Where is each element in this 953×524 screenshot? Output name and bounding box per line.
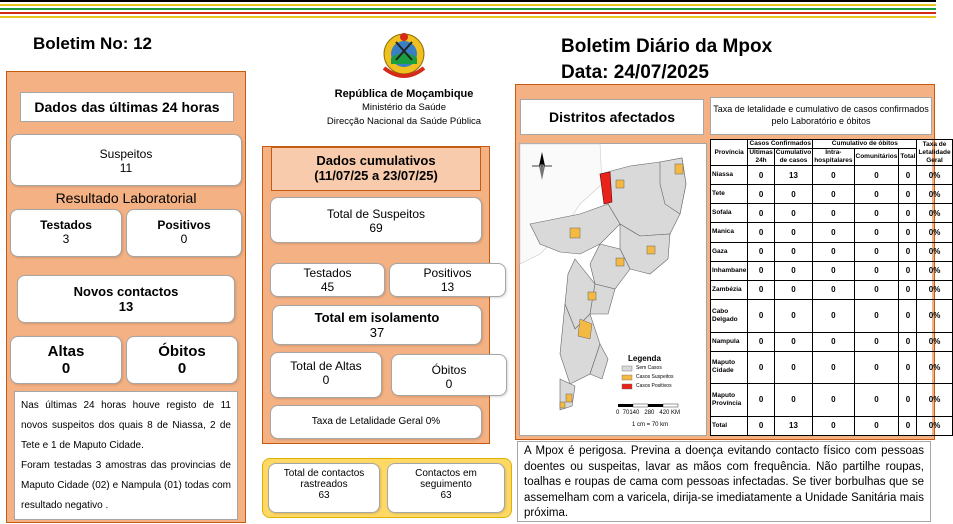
cell-intra: 0 xyxy=(813,166,854,185)
cell-cum: 0 xyxy=(774,299,812,332)
contacts-value: 13 xyxy=(118,299,134,314)
cell-rate: 0% xyxy=(917,280,952,299)
last24-heading: Dados das últimas 24 horas xyxy=(20,92,234,122)
total-discharges-card xyxy=(270,352,382,398)
cell-comm: 0 xyxy=(854,185,899,204)
legend-item-suspected: Casos Suspeitos xyxy=(636,374,674,380)
cumulative-heading xyxy=(271,147,481,191)
cell-intra: 0 xyxy=(813,384,854,417)
cell-intra: 0 xyxy=(813,416,854,435)
table-row xyxy=(711,384,953,417)
last24-note xyxy=(14,391,238,520)
positive-value: 0 xyxy=(180,232,188,246)
contacts-traced-value: 63 xyxy=(318,490,330,501)
cell-intra: 0 xyxy=(813,261,854,280)
cell-province: Nampula xyxy=(711,332,748,351)
emblem-logo xyxy=(376,28,432,84)
contacts-followup-card xyxy=(387,463,505,513)
isolation-value: 37 xyxy=(369,325,385,340)
cell-last24: 0 xyxy=(748,299,774,332)
bulletin-date: Data: 24/07/2025 xyxy=(561,62,709,83)
table-title: Taxa de letalidade e cumulativo de casos confirmados pelo Laboratório e óbitos xyxy=(710,97,932,135)
cell-total: 0 xyxy=(899,416,917,435)
cell-comm: 0 xyxy=(854,223,899,242)
discharges-value: 0 xyxy=(61,360,71,377)
cell-total: 0 xyxy=(899,242,917,261)
cell-cum: 0 xyxy=(774,242,812,261)
cell-intra: 0 xyxy=(813,351,854,384)
cell-last24: 0 xyxy=(748,416,774,435)
suspects-label: Suspeitos xyxy=(99,147,153,161)
cell-cum: 0 xyxy=(774,261,812,280)
legend-item-positive: Casos Positivos xyxy=(636,383,672,389)
cell-total: 0 xyxy=(899,384,917,417)
table-row xyxy=(711,299,953,332)
cell-rate: 0% xyxy=(917,261,952,280)
table-row xyxy=(711,351,953,384)
col-cumulative: Cumulativo de casos xyxy=(775,149,812,164)
mozambique-map xyxy=(519,143,707,436)
cell-last24: 0 xyxy=(748,384,774,417)
cases-table xyxy=(710,139,953,436)
cell-province: Cabo Delgado xyxy=(711,299,748,332)
lab-heading: Resultado Laboratorial xyxy=(55,190,197,206)
cumulative-tested-value: 45 xyxy=(320,280,335,294)
note-paragraph-2: Foram testadas 3 amostras das provincias de Maputo Cidade (02) e Nampula (01) todas com resultado negativo . xyxy=(21,460,231,511)
cell-province: Maputo Província xyxy=(711,384,748,417)
legend-item-no-cases: Sem Casos xyxy=(636,365,662,371)
flag-stripes xyxy=(0,0,936,20)
table-row xyxy=(711,261,953,280)
cell-comm: 0 xyxy=(854,416,899,435)
cell-cum: 0 xyxy=(774,332,812,351)
deaths-value: 0 xyxy=(177,360,187,377)
last24-suspects-card xyxy=(10,134,242,186)
cell-rate: 0% xyxy=(917,416,952,435)
cell-province: Niassa xyxy=(711,166,748,185)
legend-title: Legenda xyxy=(628,354,661,363)
cell-total: 0 xyxy=(899,261,917,280)
cell-total: 0 xyxy=(899,185,917,204)
contacts-traced-label: Total de contactos rastreados xyxy=(283,468,365,490)
cell-intra: 0 xyxy=(813,204,854,223)
tested-label: Testados xyxy=(40,218,92,232)
cell-intra: 0 xyxy=(813,299,854,332)
scale-ratio: 1 cm = 70 km xyxy=(632,422,669,428)
cumulative-positive-card xyxy=(389,263,506,297)
cell-cum: 0 xyxy=(774,280,812,299)
bulletin-number: Boletim No: 12 xyxy=(33,34,153,53)
page-title: Boletim Diário da Mpox xyxy=(561,36,773,57)
cell-rate: 0% xyxy=(917,332,952,351)
ministry-name: Ministério da Saúde xyxy=(362,102,446,113)
cell-last24: 0 xyxy=(748,185,774,204)
last24-tested-card xyxy=(10,209,122,257)
cell-cum: 0 xyxy=(774,384,812,417)
table-row xyxy=(711,223,953,242)
suspects-value: 11 xyxy=(119,161,133,175)
cell-intra: 0 xyxy=(813,223,854,242)
cell-province: Total xyxy=(711,416,748,435)
cell-rate: 0% xyxy=(917,223,952,242)
cell-province: Inhambane xyxy=(711,261,748,280)
cell-last24: 0 xyxy=(748,223,774,242)
cell-comm: 0 xyxy=(854,332,899,351)
total-suspects-value: 69 xyxy=(369,221,383,235)
cell-rate: 0% xyxy=(917,242,952,261)
total-suspects-card xyxy=(270,197,482,243)
cell-total: 0 xyxy=(899,166,917,185)
total-discharges-value: 0 xyxy=(322,373,330,387)
discharges-label: Altas xyxy=(47,343,85,360)
cell-last24: 0 xyxy=(748,204,774,223)
cumulative-heading-line2: (11/07/25 a 23/07/25) xyxy=(314,168,438,183)
republic-name: República de Moçambique xyxy=(334,88,474,100)
tested-value: 3 xyxy=(62,232,70,246)
cell-intra: 0 xyxy=(813,242,854,261)
table-row xyxy=(711,242,953,261)
cumulative-tested-card xyxy=(270,263,385,297)
cumulative-deaths-card xyxy=(391,354,507,396)
col-community: Comunitários xyxy=(854,149,899,166)
col-rate: Taxa de Letalidade Geral xyxy=(918,140,951,164)
cell-rate: 0% xyxy=(917,299,952,332)
cell-province: Tete xyxy=(711,185,748,204)
cumulative-tested-label: Testados xyxy=(303,266,352,280)
cell-total: 0 xyxy=(899,332,917,351)
cell-province: Manica xyxy=(711,223,748,242)
cell-total: 0 xyxy=(899,223,917,242)
scale-text: 0 70140 280 420 KM xyxy=(616,410,681,416)
note-paragraph-1: Nas últimas 24 horas houve registo de 11 novos suspeitos dos quais 8 de Niassa, 2 de Tete e 1 de Maputo Cidade. xyxy=(21,400,231,451)
districts-heading: Distritos afectados xyxy=(520,99,704,135)
cell-comm: 0 xyxy=(854,261,899,280)
cell-last24: 0 xyxy=(748,351,774,384)
isolation-card xyxy=(272,305,482,345)
cell-province: Maputo Cidade xyxy=(711,351,748,384)
cell-comm: 0 xyxy=(854,384,899,417)
directorate-name: Direcção Nacional da Saúde Pública xyxy=(326,116,482,127)
table-row xyxy=(711,204,953,223)
col-total: Total xyxy=(899,149,917,166)
table-row xyxy=(711,280,953,299)
contacts-followup-value: 63 xyxy=(440,490,452,501)
cell-comm: 0 xyxy=(854,242,899,261)
contacts-followup-label: Contactos em seguimento xyxy=(415,468,477,490)
table-row xyxy=(711,166,953,185)
cell-intra: 0 xyxy=(813,185,854,204)
cell-last24: 0 xyxy=(748,166,774,185)
cell-rate: 0% xyxy=(917,384,952,417)
cell-rate: 0% xyxy=(917,351,952,384)
cell-cum: 13 xyxy=(774,416,812,435)
col-group-deaths: Cumulativo de óbitos xyxy=(813,140,917,149)
cell-rate: 0% xyxy=(917,204,952,223)
cell-rate: 0% xyxy=(917,166,952,185)
cell-total: 0 xyxy=(899,280,917,299)
col-province: Província xyxy=(711,140,748,166)
cell-cum: 0 xyxy=(774,185,812,204)
cell-province: Zambézia xyxy=(711,280,748,299)
contacts-label: Novos contactos xyxy=(73,284,179,299)
cell-comm: 0 xyxy=(854,166,899,185)
cell-province: Sofala xyxy=(711,204,748,223)
cell-last24: 0 xyxy=(748,242,774,261)
cell-total: 0 xyxy=(899,204,917,223)
cumulative-positive-value: 13 xyxy=(440,280,455,294)
col-intra: Intra-hospitalares xyxy=(814,149,853,164)
cell-total: 0 xyxy=(899,351,917,384)
cases-table-wrapper xyxy=(710,139,951,436)
contacts-traced-card xyxy=(268,463,380,513)
cell-last24: 0 xyxy=(748,261,774,280)
cumulative-deaths-label: Óbitos xyxy=(431,363,467,377)
last24-discharges-card xyxy=(10,336,122,384)
positive-label: Positivos xyxy=(157,218,211,232)
cumulative-deaths-value: 0 xyxy=(445,377,453,391)
cell-total: 0 xyxy=(899,299,917,332)
last24-contacts-card xyxy=(17,275,235,323)
cell-comm: 0 xyxy=(854,204,899,223)
cell-cum: 13 xyxy=(774,166,812,185)
cell-rate: 0% xyxy=(917,185,952,204)
col-last24: Últimas 24h xyxy=(749,149,773,164)
cell-intra: 0 xyxy=(813,280,854,299)
isolation-label: Total em isolamento xyxy=(314,310,440,325)
cumulative-positive-label: Positivos xyxy=(423,266,472,280)
last24-positive-card xyxy=(126,209,242,257)
advisory-text: A Mpox é perigosa. Previna a doença evitando contacto físico com pessoas doentes ou suspeitas, lavar as mãos com frequência. Não partilhe roupas, toalhas e roupas de cama com pessoas infectadas. Se tiver borbulhas que se assemelham com a varicela, dirija-se imediatamente a Unidade Sanitária mais próxima. xyxy=(517,441,931,522)
deaths-label: Óbitos xyxy=(158,343,206,360)
cell-comm: 0 xyxy=(854,280,899,299)
total-suspects-label: Total de Suspeitos xyxy=(326,207,426,221)
lethality-card: Taxa de Letalidade Geral 0% xyxy=(270,405,482,439)
table-row xyxy=(711,332,953,351)
table-row xyxy=(711,416,953,435)
col-group-cases: Casos Confirmados xyxy=(749,140,811,147)
cell-comm: 0 xyxy=(854,351,899,384)
last24-deaths-card xyxy=(126,336,238,384)
cell-last24: 0 xyxy=(748,280,774,299)
cell-cum: 0 xyxy=(774,351,812,384)
cell-cum: 0 xyxy=(774,204,812,223)
cell-cum: 0 xyxy=(774,223,812,242)
cell-comm: 0 xyxy=(854,299,899,332)
cell-last24: 0 xyxy=(748,332,774,351)
table-row xyxy=(711,185,953,204)
total-discharges-label: Total de Altas xyxy=(290,359,362,373)
cell-province: Gaza xyxy=(711,242,748,261)
cumulative-heading-line1: Dados cumulativos xyxy=(316,153,436,168)
cell-intra: 0 xyxy=(813,332,854,351)
